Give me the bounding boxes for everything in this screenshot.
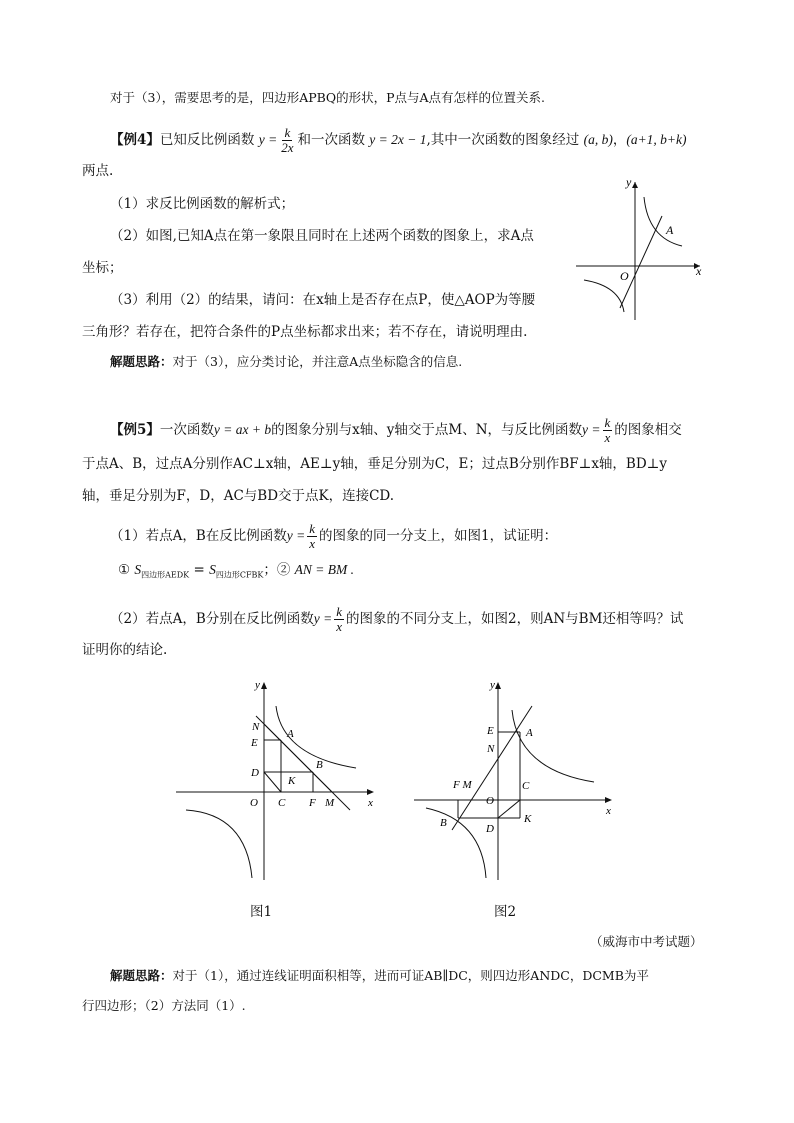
- hint-text-1: 对于（1），通过连线证明面积相等，进而可证AB∥DC，则四边形ANDC，DCMB为平: [172, 968, 649, 983]
- circle-two: ；②: [263, 562, 291, 578]
- example4-figure: [572, 172, 712, 322]
- hint-label: 解题思路：: [110, 354, 173, 369]
- segment-cd: [264, 772, 281, 792]
- text: 已知反比例函数: [159, 132, 255, 148]
- area-s1-sub: 四边形AEDK: [141, 570, 190, 580]
- fraction-k-x: [307, 522, 317, 551]
- hint-label: 解题思路：: [110, 968, 173, 983]
- example4-line1: 【例4】已知反比例函数 y = $\frac{k}{2x}$ 和一次函数 y = 2x − 1,其中一次函数的图象经过 (a, b)，(a+1, b+k): [110, 125, 687, 155]
- source-note: （威海市中考试题）: [590, 934, 703, 949]
- label-a: A: [666, 223, 674, 237]
- text: 的图象的不同分支上，如图2，则AN与BM还相等吗？试: [346, 611, 684, 627]
- fraction-k-2x: [279, 126, 295, 155]
- label-x: x: [368, 797, 373, 809]
- text: （1）若点A，B在反比例函数: [110, 528, 287, 544]
- label-b: B: [316, 759, 323, 771]
- equals: =: [189, 562, 210, 578]
- func-y: y =: [286, 528, 306, 543]
- func-y: y =: [258, 132, 278, 147]
- hyperbola-branch-1: [644, 197, 682, 246]
- figure-1: [172, 676, 382, 886]
- label-a: A: [287, 728, 294, 740]
- text: 的图象的同一分支上，如图1，试证明：: [319, 528, 558, 544]
- func-y: y =: [582, 422, 601, 437]
- point-2: (a+1, b+k): [626, 132, 687, 147]
- label-f-m: F M: [453, 779, 472, 791]
- text: 的图象相交: [614, 422, 682, 438]
- label-n: N: [252, 721, 260, 733]
- example4-q3a: （3）利用（2）的结果，请问：在x轴上是否存在点P，使△AOP为等腰: [110, 292, 536, 308]
- label-n: N: [487, 743, 495, 755]
- label-o: O: [486, 795, 494, 807]
- example5-hint: [110, 966, 649, 986]
- circle-one: ①: [118, 562, 131, 578]
- area-s2: S: [209, 562, 216, 577]
- figure-2-caption: 图2: [494, 904, 517, 920]
- label-o: O: [250, 797, 258, 809]
- label-c: C: [278, 797, 286, 809]
- frac-den: x: [309, 536, 316, 551]
- line-ab-ext: [256, 716, 350, 810]
- frac-den: x: [336, 619, 343, 634]
- hyperbola-branch-2: [584, 280, 624, 312]
- hint-text: 对于（3），应分类讨论，并注意A点坐标隐含的信息.: [172, 354, 463, 369]
- label-y: y: [255, 679, 260, 691]
- label-x: x: [606, 805, 611, 817]
- label-x: x: [696, 264, 702, 278]
- y-axis-arrow: [261, 682, 267, 689]
- label-k: K: [288, 775, 296, 787]
- point-1: (a, b): [583, 132, 613, 147]
- segment-cd: [498, 800, 520, 818]
- hyperbola-branch-1: [512, 710, 594, 782]
- x-axis-arrow: [367, 789, 374, 795]
- example5-q1-items: [118, 560, 354, 586]
- label-a: A: [526, 727, 533, 739]
- fraction-k-x: [603, 416, 613, 445]
- example5-q2: [110, 605, 683, 634]
- example4-q2a: （2）如图,已知A点在第一象限且同时在上述两个函数的图象上，求A点: [110, 228, 534, 244]
- text: 的图象分别与x轴、y轴交于点M、N，与反比例函数: [271, 422, 583, 438]
- area-s2-sub: 四边形CFBK: [215, 570, 264, 580]
- area-s1: S: [134, 562, 142, 577]
- label-m: M: [325, 797, 335, 809]
- label-b: B: [440, 817, 447, 829]
- linear-graph: [620, 216, 662, 308]
- example5-line3: 轴，垂足分别为F，D，AC与BD交于点K，连接CD.: [82, 488, 395, 504]
- label-d: D: [251, 767, 259, 779]
- frac-num: k: [284, 125, 291, 140]
- label-c: C: [522, 780, 530, 792]
- an-equals-bm: AN = BM .: [294, 562, 355, 577]
- x-axis-arrow: [605, 797, 612, 803]
- label-y: y: [626, 175, 632, 189]
- prev-note: 对于（3），需要思考的是，四边形APBQ的形状，P点与A点有怎样的位置关系.: [110, 90, 545, 105]
- example4-tag: 【例4】: [110, 132, 160, 148]
- frac-num: k: [309, 521, 316, 536]
- frac-num: k: [604, 415, 611, 430]
- text: 一次函数: [159, 422, 214, 438]
- example5-q1: [110, 522, 557, 551]
- example4-q1: （1）求反比例函数的解析式；: [110, 196, 295, 212]
- label-e: E: [487, 725, 494, 737]
- text: 和一次函数: [297, 132, 365, 148]
- example5-tag: 【例5】: [110, 422, 160, 438]
- label-k: K: [524, 813, 532, 825]
- linear-func: y = ax + b: [213, 422, 272, 437]
- label-d: D: [486, 823, 494, 835]
- label-e: E: [251, 737, 258, 749]
- label-o: O: [620, 269, 629, 283]
- figure-1-caption: 图1: [250, 904, 273, 920]
- frac-den: x: [604, 430, 611, 445]
- example5-line1: [110, 416, 682, 445]
- text: ,其中一次函数的图象经过: [426, 132, 580, 148]
- fraction-k-x: [334, 605, 344, 634]
- example4-hint: [110, 352, 462, 372]
- frac-den: 2x: [281, 140, 294, 155]
- example4-q2b: 坐标；: [82, 260, 123, 276]
- example5-hint-2: 行四边形；（2）方法同（1）.: [82, 998, 246, 1013]
- example5-line2: 于点A、B，过点A分别作AC⊥x轴，AE⊥y轴，垂足分别为C，E；过点B分别作BF⊥x轴，BD⊥y: [82, 456, 668, 472]
- frac-num: k: [336, 604, 343, 619]
- hyperbola-branch-2: [186, 810, 252, 878]
- text: （2）若点A，B分别在反比例函数: [110, 611, 314, 627]
- figure-2: [410, 676, 620, 886]
- example5-q2c: 证明你的结论.: [82, 642, 168, 658]
- y-axis-arrow: [495, 682, 501, 689]
- label-y: y: [490, 679, 495, 691]
- func-y: y =: [313, 611, 333, 626]
- example4-q3b: 三角形？若存在，把符合条件的P点坐标都求出来；若不存在，请说明理由.: [82, 324, 528, 340]
- label-f: F: [309, 797, 316, 809]
- example4-line2: 两点.: [82, 163, 114, 179]
- linear-func: y = 2x − 1: [369, 132, 427, 147]
- y-axis-arrow: [632, 182, 638, 188]
